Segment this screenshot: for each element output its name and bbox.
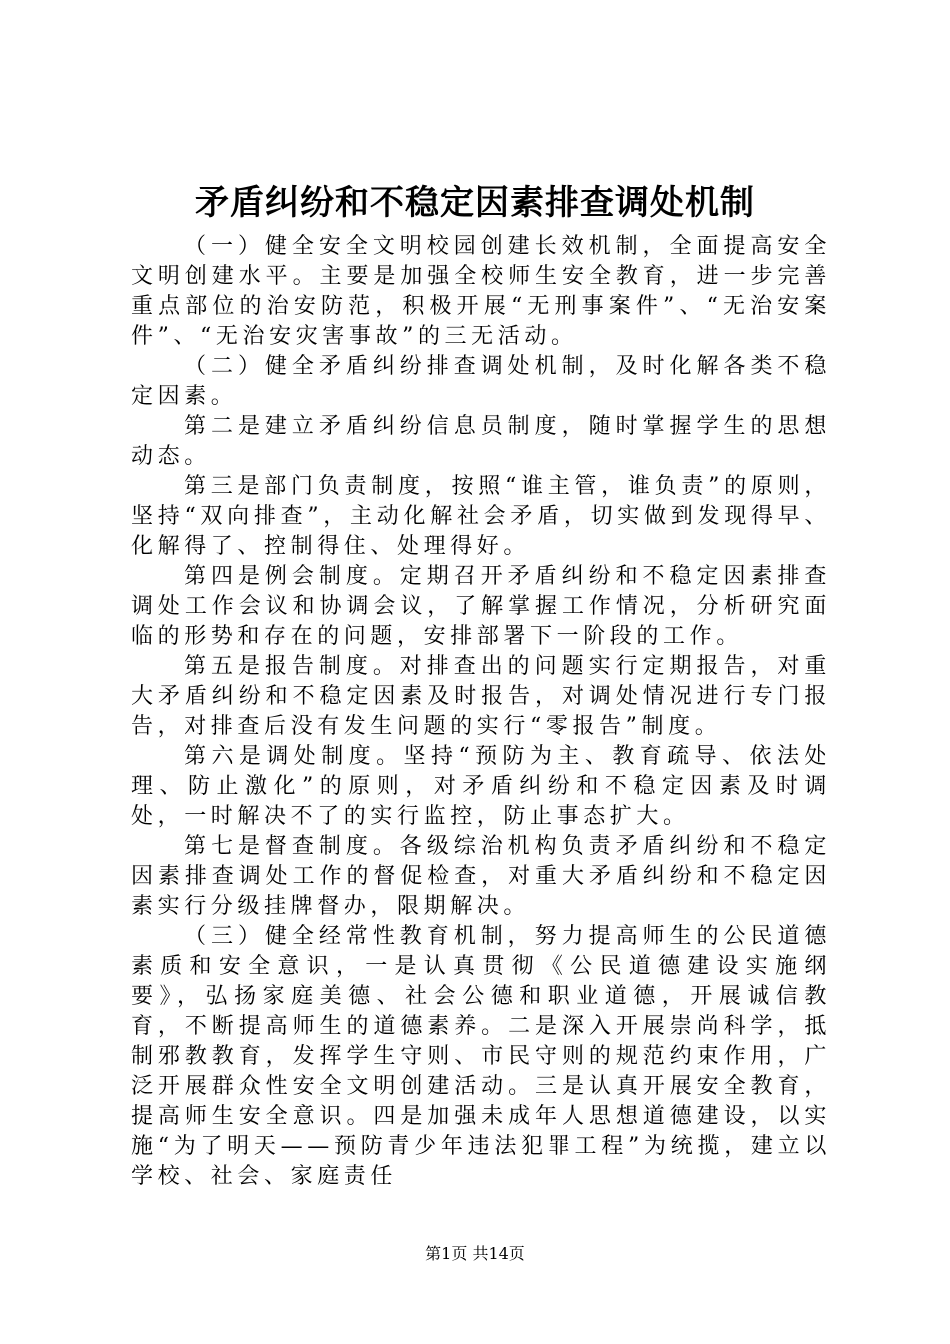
paragraph-5: 第四是例会制度。定期召开矛盾纠纷和不稳定因素排查调处工作会议和协调会议，了解掌握工作情况，分析研究面临的形势和存在的问题，安排部署下一阶段的工作。	[131, 564, 831, 649]
paragraph-2: （二）健全矛盾纠纷排查调处机制，及时化解各类不稳定因素。	[131, 354, 831, 409]
paragraph-3: 第二是建立矛盾纠纷信息员制度，随时掌握学生的思想动态。	[131, 414, 831, 469]
document-title: 矛盾纠纷和不稳定因素排查调处机制	[195, 183, 755, 223]
paragraph-6: 第五是报告制度。对排查出的问题实行定期报告，对重大矛盾纠纷和不稳定因素及时报告，对调处情况进行专门报告，对排查后没有发生问题的实行“零报告”制度。	[131, 654, 831, 739]
paragraph-8: 第七是督查制度。各级综治机构负责矛盾纠纷和不稳定因素排查调处工作的督促检查，对重大矛盾纠纷和不稳定因素实行分级挂牌督办，限期解决。	[131, 834, 831, 919]
paragraph-1: （一）健全安全文明校园创建长效机制，全面提高安全文明创建水平。主要是加强全校师生安全教育，进一步完善重点部位的治安防范，积极开展“无刑事案件”、“无治安案件”、“无治安灾害事故”的三无活动。	[131, 234, 831, 349]
document-body	[131, 232, 831, 1192]
paragraph-9: （三）健全经常性教育机制，努力提高师生的公民道德素质和安全意识，一是认真贯彻《公民道德建设实施纲要》，弘扬家庭美德、社会公德和职业道德，开展诚信教育，不断提高师生的道德素养。二是深入开展崇尚科学，抵制邪教教育，发挥学生守则、市民守则的规范约束作用，广泛开展群众性安全文明创建活动。三是认真开展安全教育，提高师生安全意识。四是加强未成年人思想道德建设，以实施“为了明天——预防青少年违法犯罪工程”为统揽，建立以学校、社会、家庭责任	[131, 924, 831, 1189]
page-footer: 第1页 共14页	[425, 1244, 525, 1263]
paragraph-7: 第六是调处制度。坚持“预防为主、教育疏导、依法处理、防止激化”的原则，对矛盾纠纷和不稳定因素及时调处，一时解决不了的实行监控，防止事态扩大。	[131, 744, 831, 829]
paragraph-4: 第三是部门负责制度，按照“谁主管，谁负责”的原则，坚持“双向排查”，主动化解社会矛盾，切实做到发现得早、化解得了、控制得住、处理得好。	[131, 474, 831, 559]
